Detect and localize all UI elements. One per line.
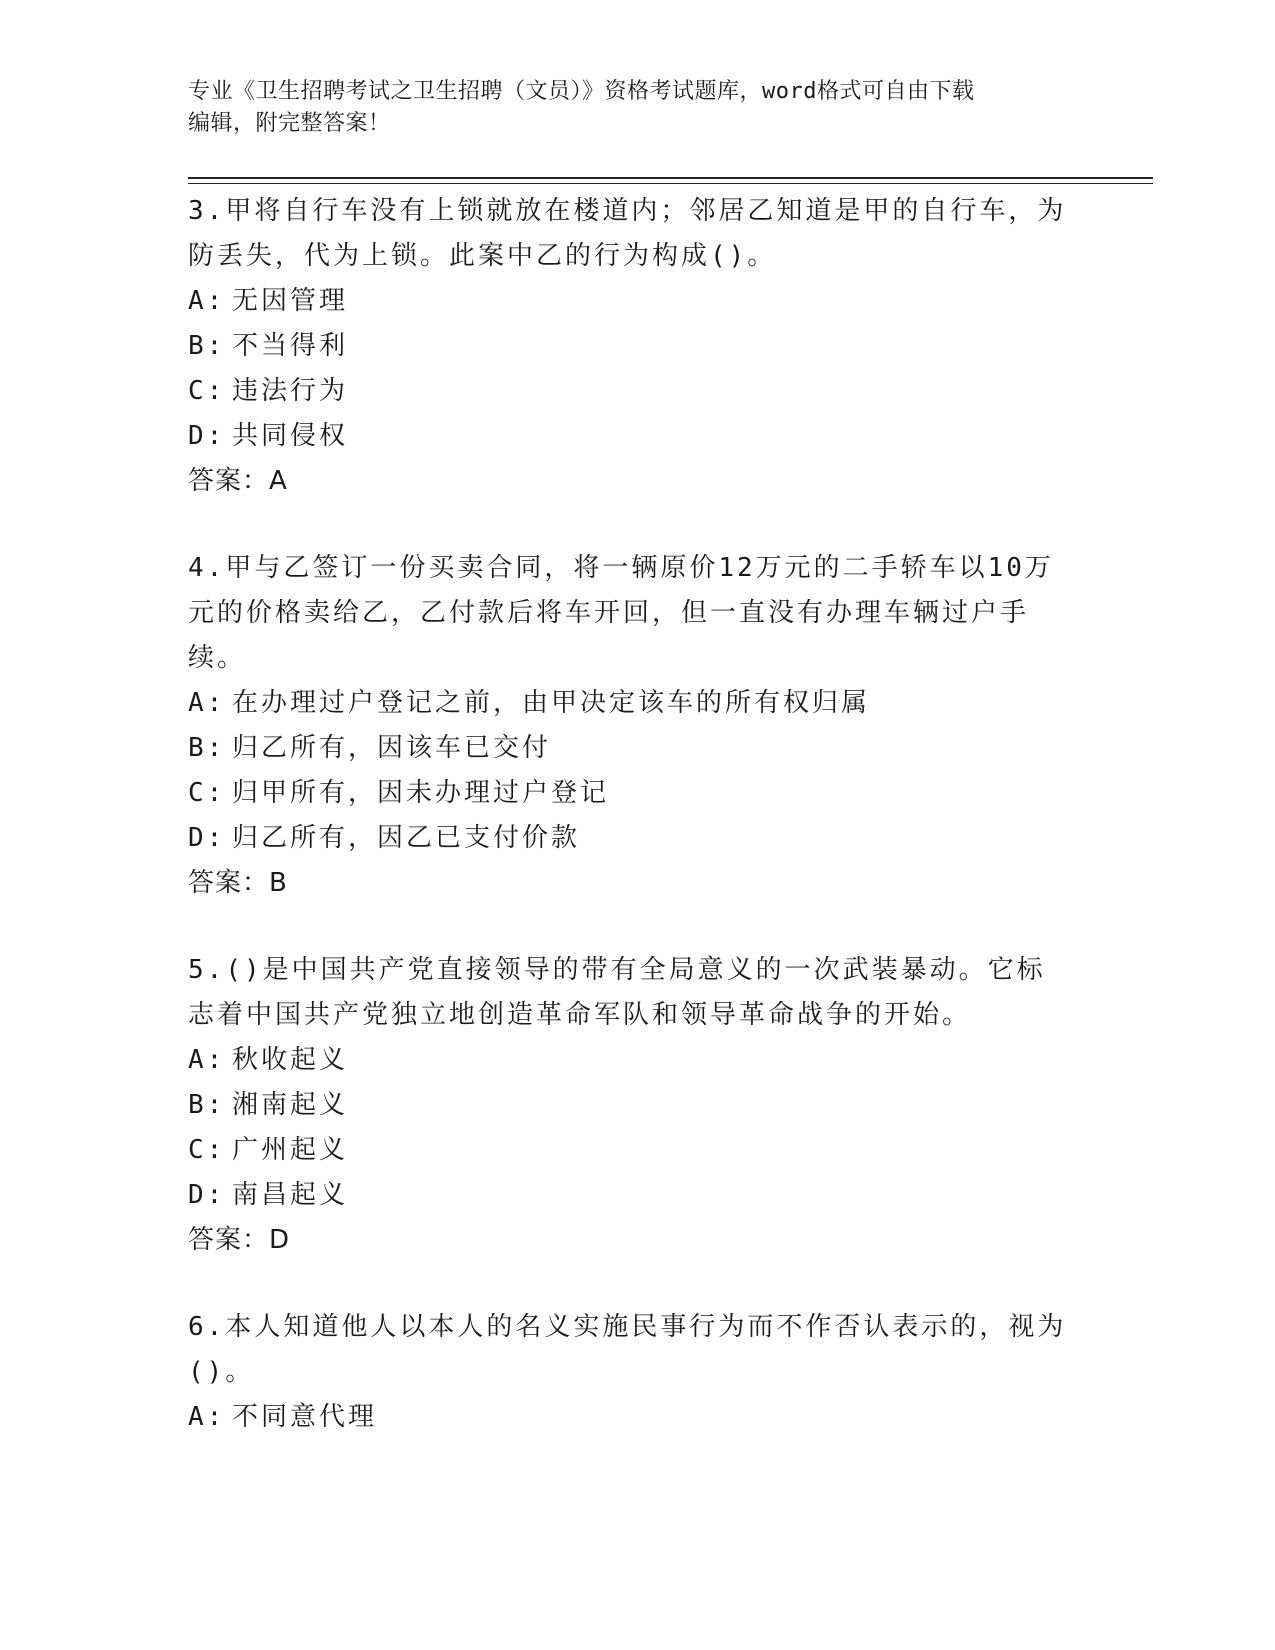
option-text: 归乙所有，因乙已支付价款: [232, 823, 581, 853]
question-text: 本人知道他人以本人的名义实施民事行为而不作否认表示的，视为()。: [188, 1312, 1067, 1387]
option-row: [188, 726, 1068, 771]
answer-value: A: [269, 466, 288, 496]
option-text: 秋收起义: [232, 1045, 349, 1075]
header-divider-thick: [188, 177, 1153, 179]
option-row: [188, 1083, 1068, 1128]
option-letter: B:: [188, 1090, 226, 1120]
option-letter: B:: [188, 331, 226, 361]
question-list: [188, 189, 1068, 1482]
option-row: [188, 1395, 1068, 1440]
question-number: 5.: [188, 955, 226, 985]
option-row: [188, 771, 1068, 816]
option-letter: A:: [188, 286, 226, 316]
option-row: [188, 1173, 1068, 1218]
question-stem: [188, 546, 1068, 681]
question-block: [188, 546, 1068, 906]
question-text: 甲与乙签订一份买卖合同，将一辆原价12万元的二手轿车以10万元的价格卖给乙，乙付款后将车开回，但一直没有办理车辆过户手续。: [188, 553, 1054, 673]
option-row: [188, 681, 1068, 726]
option-letter: A:: [188, 688, 226, 718]
option-row: [188, 324, 1068, 369]
option-row: [188, 369, 1068, 414]
question-stem: [188, 948, 1068, 1038]
answer-label: 答案：: [188, 466, 270, 496]
option-text: 不同意代理: [232, 1402, 378, 1432]
option-row: [188, 816, 1068, 861]
option-letter: D:: [188, 823, 226, 853]
question-block: [188, 1305, 1068, 1440]
answer-value: D: [269, 1225, 291, 1255]
answer-line: [188, 1218, 1068, 1263]
header-divider-thin: [188, 183, 1153, 184]
option-row: [188, 279, 1068, 324]
option-text: 共同侵权: [232, 421, 349, 451]
option-letter: C:: [188, 778, 226, 808]
option-text: 无因管理: [232, 286, 349, 316]
option-text: 广州起义: [232, 1135, 349, 1165]
option-text: 在办理过户登记之前，由甲决定该车的所有权归属: [232, 688, 871, 718]
option-text: 归乙所有，因该车已交付: [232, 733, 552, 763]
question-number: 3.: [188, 196, 226, 226]
option-letter: C:: [188, 1135, 226, 1165]
question-stem: [188, 1305, 1068, 1395]
answer-line: [188, 459, 1068, 504]
document-header: [188, 76, 1068, 140]
answer-value: B: [269, 868, 288, 898]
question-text: 甲将自行车没有上锁就放在楼道内；邻居乙知道是甲的自行车，为防丢失，代为上锁。此案中乙的行为构成()。: [188, 196, 1067, 271]
answer-line: [188, 861, 1068, 906]
option-text: 湘南起义: [232, 1090, 349, 1120]
option-row: [188, 414, 1068, 459]
answer-label: 答案：: [188, 1225, 270, 1255]
question-block: [188, 948, 1068, 1263]
question-number: 6.: [188, 1312, 226, 1342]
header-line-1: 专业《卫生招聘考试之卫生招聘（文员）》资格考试题库，word格式可自由下载: [188, 79, 975, 104]
question-stem: [188, 189, 1068, 279]
header-line-2: 编辑，附完整答案！: [188, 111, 391, 136]
option-letter: D:: [188, 421, 226, 451]
option-row: [188, 1038, 1068, 1083]
option-letter: C:: [188, 376, 226, 406]
question-number: 4.: [188, 553, 226, 583]
option-letter: A:: [188, 1402, 226, 1432]
option-row: [188, 1128, 1068, 1173]
option-letter: A:: [188, 1045, 226, 1075]
answer-label: 答案：: [188, 868, 270, 898]
option-letter: D:: [188, 1180, 226, 1210]
option-text: 违法行为: [232, 376, 349, 406]
question-text: ()是中国共产党直接领导的带有全局意义的一次武装暴动。它标志着中国共产党独立地创造革命军队和领导革命战争的开始。: [188, 955, 1046, 1030]
option-text: 不当得利: [232, 331, 349, 361]
option-text: 南昌起义: [232, 1180, 349, 1210]
question-block: [188, 189, 1068, 504]
option-text: 归甲所有，因未办理过户登记: [232, 778, 610, 808]
option-letter: B:: [188, 733, 226, 763]
